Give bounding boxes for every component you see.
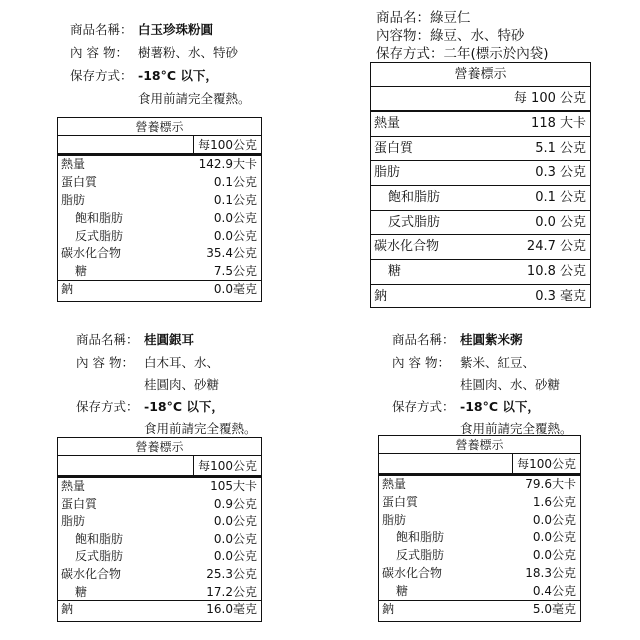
nutrition-row xyxy=(58,548,261,566)
info-value: 樹薯粉、水、特砂 xyxy=(138,45,239,60)
nutrient-name: 熱量 xyxy=(382,477,407,491)
nutrient-name: 脂肪 xyxy=(382,512,407,527)
nutrition-row xyxy=(371,161,590,186)
info-value: 食用前請完全覆熱。 xyxy=(138,91,251,106)
product-info-1 xyxy=(70,21,251,113)
info-value: 桂圓肉、砂糖 xyxy=(144,377,220,392)
nutrient-value: 0.9公克 xyxy=(213,496,257,511)
info-value: 桂圓銀耳 xyxy=(144,332,195,347)
info-label: 商品名稱： xyxy=(70,22,133,37)
nutrient-name: 碳水化合物 xyxy=(374,239,440,255)
nutrient-value: 5.0毫克 xyxy=(532,601,576,616)
nutrition-row xyxy=(58,513,261,531)
nutrient-name: 糖 xyxy=(388,264,402,280)
nutrition-title: 營養標示 xyxy=(58,438,261,456)
nutrition-row xyxy=(371,285,590,310)
info-row xyxy=(76,331,257,354)
nutrition-title: 營養標示 xyxy=(58,118,261,136)
nutrient-value: 0.0公克 xyxy=(213,228,257,243)
info-row xyxy=(70,21,251,44)
nutrient-value: 105大卡 xyxy=(210,479,257,493)
nutrient-name: 脂肪 xyxy=(61,514,86,529)
nutrition-table-3 xyxy=(57,437,262,622)
nutrition-title: 營養標示 xyxy=(371,63,590,87)
info-row xyxy=(76,398,257,420)
info-value: 二年(標示於內袋) xyxy=(443,46,549,62)
nutrient-value: 0.4公克 xyxy=(532,583,576,598)
nutrient-name: 反式脂肪 xyxy=(75,549,124,564)
nutrition-table-4 xyxy=(378,435,581,622)
nutrient-name: 飽和脂肪 xyxy=(75,531,124,546)
info-label: 內 容 物： xyxy=(392,355,450,370)
info-row xyxy=(376,45,549,63)
info-row xyxy=(376,27,549,45)
nutrient-name: 飽和脂肪 xyxy=(388,190,441,206)
nutrient-value: 5.1 公克 xyxy=(535,140,586,156)
per-unit xyxy=(371,87,590,112)
info-value: 桂圓肉、水、砂糖 xyxy=(460,377,561,392)
nutrient-name: 脂肪 xyxy=(374,165,401,181)
info-value: -18°C 以下， xyxy=(460,399,540,414)
nutrient-value: 24.7 公克 xyxy=(526,239,586,255)
info-label: 保存方式： xyxy=(392,399,455,414)
nutrition-row xyxy=(58,228,261,246)
nutrient-name: 熱量 xyxy=(61,157,86,171)
nutrient-name: 鈉 xyxy=(382,601,395,616)
nutrition-row xyxy=(58,245,261,263)
nutrient-value: 0.1 公克 xyxy=(535,190,586,206)
nutrient-value: 0.3 毫克 xyxy=(535,288,586,304)
nutrition-row xyxy=(371,137,590,162)
nutrition-row xyxy=(371,112,590,137)
nutrient-name: 熱量 xyxy=(374,116,401,131)
nutrient-name: 鈉 xyxy=(61,282,74,297)
info-row xyxy=(76,376,257,398)
nutrient-value: 10.8 公克 xyxy=(526,264,586,280)
nutrition-row xyxy=(371,211,590,236)
per-unit-text: 每100公克 xyxy=(198,459,257,473)
info-value: -18°C 以下， xyxy=(138,68,218,83)
per-unit-text: 每100公克 xyxy=(517,457,576,471)
info-value: -18°C 以下， xyxy=(144,399,224,414)
info-label: 內容物： xyxy=(376,28,430,44)
nutrient-value: 0.0 公克 xyxy=(535,214,586,230)
info-value: 白玉珍珠粉圓 xyxy=(138,22,214,37)
info-label: 保存方式： xyxy=(376,46,444,62)
info-value: 白木耳、水、 xyxy=(144,355,220,370)
nutrient-name: 糖 xyxy=(396,583,409,598)
nutrient-name: 碳水化合物 xyxy=(61,246,122,261)
nutrition-row xyxy=(58,174,261,192)
info-row xyxy=(392,398,573,420)
per-unit-text: 每 100 公克 xyxy=(513,91,586,106)
nutrition-row xyxy=(58,281,261,299)
nutrient-value: 0.0公克 xyxy=(532,512,576,527)
info-row xyxy=(392,331,573,354)
nutrient-value: 16.0毫克 xyxy=(206,602,257,617)
nutrition-row xyxy=(379,601,580,619)
info-value: 桂圓紫米粥 xyxy=(460,332,523,347)
nutrient-value: 35.4公克 xyxy=(206,246,257,261)
info-row xyxy=(70,67,251,90)
nutrient-name: 反式脂肪 xyxy=(75,228,124,243)
nutrient-name: 反式脂肪 xyxy=(388,214,441,230)
nutrient-value: 0.0公克 xyxy=(213,531,257,546)
nutrient-value: 79.6大卡 xyxy=(525,477,576,491)
nutrient-name: 飽和脂肪 xyxy=(75,210,124,225)
nutrition-row xyxy=(58,156,261,174)
nutrient-value: 0.0公克 xyxy=(213,514,257,529)
nutrition-table-1 xyxy=(57,117,262,302)
divider xyxy=(193,136,194,153)
nutrient-value: 1.6公克 xyxy=(532,494,576,509)
nutrient-value: 0.1公克 xyxy=(213,192,257,207)
nutrient-name: 碳水化合物 xyxy=(61,566,122,581)
info-row xyxy=(392,376,573,398)
nutrition-title: 營養標示 xyxy=(379,436,580,454)
info-value: 食用前請完全覆熱。 xyxy=(460,421,573,436)
info-label: 保存方式： xyxy=(70,68,133,83)
nutrient-name: 反式脂肪 xyxy=(396,548,445,563)
divider xyxy=(193,456,194,475)
nutrition-row xyxy=(58,496,261,514)
info-label: 保存方式： xyxy=(76,399,139,414)
nutrition-row xyxy=(58,584,261,602)
nutrition-row xyxy=(379,512,580,530)
nutrient-value: 142.9大卡 xyxy=(198,157,257,171)
info-value: 綠豆、水、特砂 xyxy=(430,28,525,44)
nutrition-rows xyxy=(58,156,261,299)
nutrition-rows xyxy=(379,476,580,618)
nutrient-value: 0.0毫克 xyxy=(213,282,257,297)
nutrient-name: 飽和脂肪 xyxy=(396,530,445,545)
nutrient-value: 25.3公克 xyxy=(206,566,257,581)
per-unit-text: 每100公克 xyxy=(198,138,257,152)
nutrition-row xyxy=(379,565,580,583)
info-label: 內 容 物： xyxy=(76,355,134,370)
nutrient-value: 0.0公克 xyxy=(213,549,257,564)
nutrition-row xyxy=(379,494,580,512)
product-info-4 xyxy=(392,331,573,442)
per-unit xyxy=(58,136,261,156)
nutrition-row xyxy=(58,192,261,210)
nutrient-name: 蛋白質 xyxy=(61,496,98,511)
nutrient-name: 蛋白質 xyxy=(374,140,414,156)
info-label: 商品名： xyxy=(376,10,430,26)
nutrition-rows xyxy=(371,112,590,310)
per-unit xyxy=(58,456,261,478)
nutrition-rows xyxy=(58,478,261,619)
nutrition-row xyxy=(58,531,261,549)
nutrition-row xyxy=(58,210,261,228)
nutrient-name: 鈉 xyxy=(61,602,74,617)
info-row xyxy=(392,354,573,376)
nutrient-value: 0.0公克 xyxy=(213,210,257,225)
info-value: 紫米、紅豆、 xyxy=(460,355,536,370)
nutrition-table-2 xyxy=(370,62,591,308)
nutrition-row xyxy=(371,260,590,285)
nutrient-name: 鈉 xyxy=(374,288,388,304)
divider xyxy=(512,454,513,473)
info-label: 商品名稱： xyxy=(76,332,139,347)
nutrient-value: 7.5公克 xyxy=(213,264,257,279)
nutrient-name: 蛋白質 xyxy=(382,494,419,509)
info-label: 內 容 物： xyxy=(70,45,128,60)
nutrition-row xyxy=(58,601,261,619)
nutrition-row xyxy=(379,583,580,601)
product-info-2 xyxy=(376,9,549,63)
info-row xyxy=(70,90,251,113)
nutrient-value: 0.0公克 xyxy=(532,548,576,563)
nutrition-row xyxy=(371,235,590,260)
info-value: 綠豆仁 xyxy=(430,10,471,26)
nutrition-row xyxy=(379,547,580,565)
nutrient-name: 脂肪 xyxy=(61,192,86,207)
info-row xyxy=(76,354,257,376)
nutrition-row xyxy=(58,478,261,496)
per-unit xyxy=(379,454,580,476)
info-row xyxy=(70,44,251,67)
nutrient-value: 18.3公克 xyxy=(525,565,576,580)
product-info-3 xyxy=(76,331,257,442)
nutrition-row xyxy=(58,263,261,281)
nutrient-name: 熱量 xyxy=(61,479,86,493)
nutrient-value: 0.1公克 xyxy=(213,174,257,189)
nutrient-name: 糖 xyxy=(75,264,88,279)
nutrient-value: 118 大卡 xyxy=(531,116,586,131)
info-label: 商品名稱： xyxy=(392,332,455,347)
nutrient-name: 蛋白質 xyxy=(61,174,98,189)
info-row xyxy=(376,9,549,27)
nutrient-name: 碳水化合物 xyxy=(382,565,443,580)
nutrition-row xyxy=(379,476,580,494)
nutrition-row xyxy=(58,566,261,584)
nutrient-value: 0.0公克 xyxy=(532,530,576,545)
nutrient-value: 0.3 公克 xyxy=(535,165,586,181)
nutrition-row xyxy=(379,529,580,547)
nutrient-name: 糖 xyxy=(75,584,88,599)
nutrient-value: 17.2公克 xyxy=(206,584,257,599)
nutrition-row xyxy=(371,186,590,211)
info-value: 食用前請完全覆熱。 xyxy=(144,421,257,436)
